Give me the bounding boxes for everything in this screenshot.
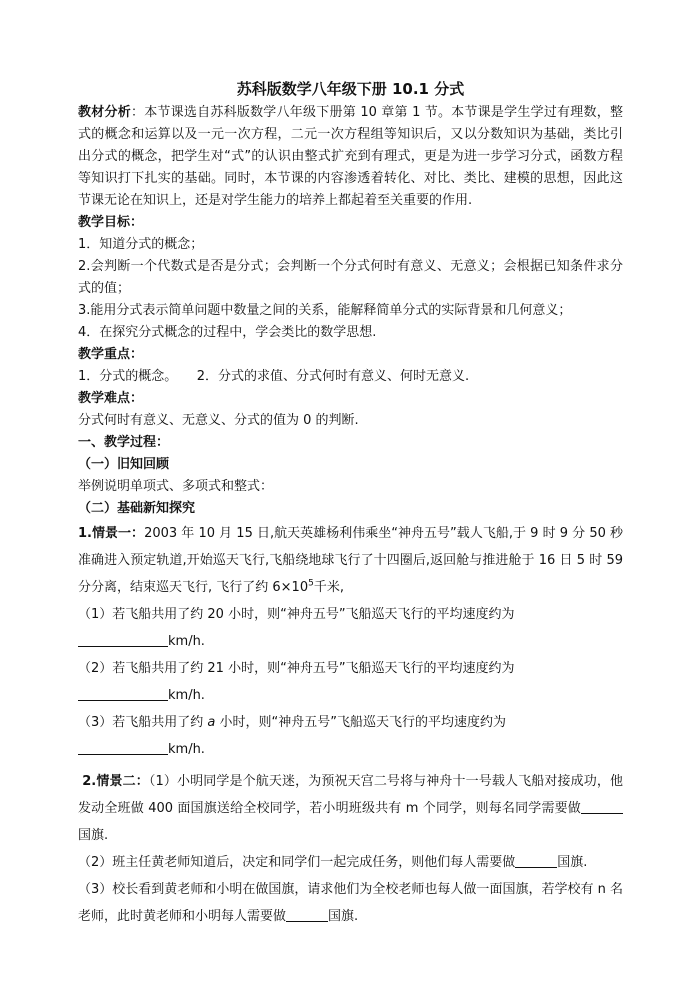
goal-item-3: 3.能用分式表示简单问题中数量之间的关系，能解释简单分式的实际背景和几何意义； [78, 303, 572, 318]
scenario1-label: 1.情景一： [78, 526, 145, 541]
scenario1-text-a: 2003 年 10 月 15 日,航天英雄杨利伟乘坐“神舟五号”载人飞船,于 9 时 9 分 50 秒准确进入预定轨道,开始巡天飞行,飞船绕地球飞行了十四圈后,返回舱与推进舱于 16 日 5 时 59 分分离，结束巡天飞行, 飞行了约 6×10 [78, 526, 624, 595]
key-points-text: 1．分式的概念。 2．分式的求值、分式何时有意义、何时无意义. [78, 369, 470, 384]
scenario1-question-1: （1）若飞船共用了约 20 小时，则“神舟五号”飞船巡天飞行的平均速度约为 km/h. [78, 607, 515, 649]
answer-blank[interactable] [581, 799, 623, 814]
document-page [78, 78, 623, 930]
scenario2-label: 2.情景二： [82, 774, 149, 789]
review-heading: （一）旧知回顾 [78, 457, 170, 472]
unit-label: km/h. [168, 742, 205, 757]
answer-blank[interactable] [78, 740, 168, 755]
goal-item-1: 1．知道分式的概念； [78, 237, 204, 252]
review-text: 举例说明单项式、多项式和整式： [78, 479, 274, 494]
scenario2-question-2: （2）班主任黄老师知道后，决定和同学们一起完成任务，则他们每人需要做 国旗. [78, 855, 588, 870]
goal-item-2: 2.会判断一个代数式是否是分式；会判断一个分式何时有意义、无意义；会根据已知条件求分式的值； [78, 259, 623, 296]
scenario2-question-3: （3）校长看到黄老师和小明在做国旗，请求他们为全校老师也每人做一面国旗，若学校有 n 名老师，此时黄老师和小明每人需要做 国旗. [78, 882, 623, 924]
page-title: 苏科版数学八年级下册 10.1 分式 [236, 80, 465, 98]
analysis-paragraph [78, 102, 623, 212]
scenario1-intro [78, 520, 623, 601]
difficulties-text: 分式何时有意义、无意义、分式的值为 0 的判断. [78, 413, 359, 428]
unit-label: km/h. [168, 634, 205, 649]
process-heading: 一、教学过程： [78, 435, 170, 450]
scenario1-exponent: 5 [308, 578, 314, 589]
difficulties-heading: 教学难点： [78, 391, 144, 406]
goals-heading: 教学目标： [78, 215, 144, 230]
analysis-label: 教材分析 [78, 105, 131, 120]
scenario1-question-2: （2）若飞船共用了约 21 小时，则“神舟五号”飞船巡天飞行的平均速度约为 km/h. [78, 661, 515, 703]
answer-blank[interactable] [78, 632, 168, 647]
scenario1-question-3: （3）若飞船共用了约 a 小时，则“神舟五号”飞船巡天飞行的平均速度约为 km/h. [78, 715, 506, 757]
explore-heading: （二）基础新知探究 [78, 501, 196, 516]
variable-a: a [207, 715, 216, 730]
key-points-heading: 教学重点： [78, 347, 144, 362]
analysis-text: ：本节课选自苏科版数学八年级下册第 10 章第 1 节。本节课是学生学过有理数，整式的概念和运算以及一元一次方程，二元一次方程组等知识后，又以分数知识为基础，类比引出分式的概念，把学生对“式”的认识由整式扩充到有理式，更是为进一步学习分式，函数方程等知识打下扎实的基础。同时，本节课的内容渗透着转化、对比、类比、建模的思想，因此这节课无论在知识上，还是对学生能力的培养上都起着至关重要的作用. [78, 105, 623, 208]
goal-item-4: 4．在探究分式概念的过程中，学会类比的数学思想. [78, 325, 377, 340]
answer-blank[interactable] [286, 907, 328, 922]
scenario2-question-1: 2.情景二：（1）小明同学是个航天迷，为预祝天宫二号将与神舟十一号载人飞船对接成功，他发动全班做 400 面国旗送给全校同学，若小明班级共有 m 个同学，则每名同学需要做国旗. [78, 774, 623, 843]
scenario1-text-b: 千米, [313, 580, 344, 595]
answer-blank[interactable] [78, 686, 168, 701]
unit-label: km/h. [168, 688, 205, 703]
answer-blank[interactable] [515, 853, 557, 868]
